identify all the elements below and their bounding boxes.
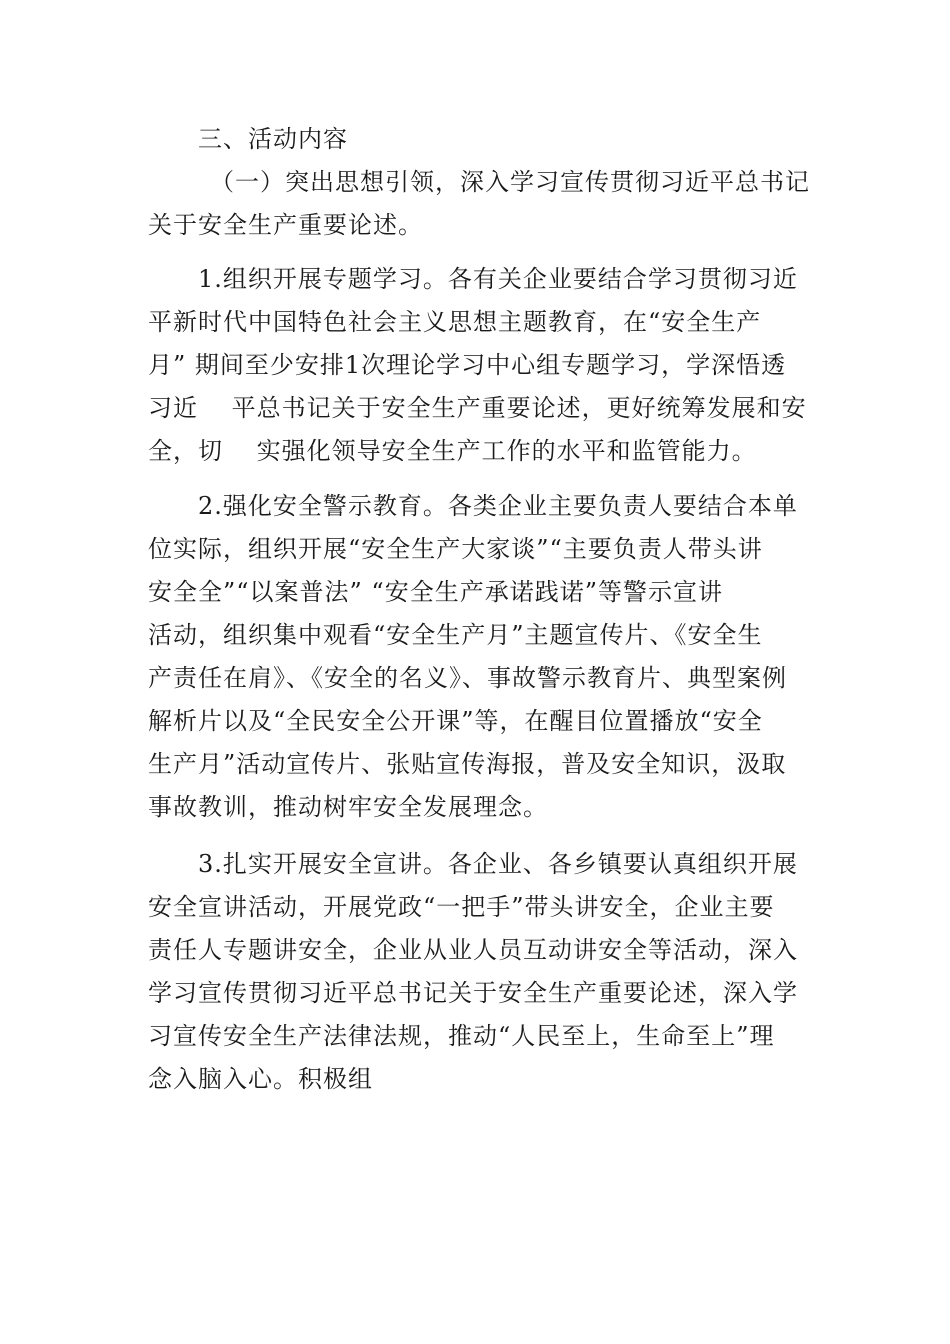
text-line: 全，切 实强化领导安全生产工作的水平和监管能力。 [148, 437, 757, 465]
section-heading-block [148, 118, 812, 161]
text-line: 关于安全生产重要论述。 [148, 211, 423, 239]
text-line: 活动，组织集中观看“安全生产月”主题宣传片、《安全生 [148, 621, 763, 649]
text-line: 1.组织开展专题学习。各有关企业要结合学习贯彻习近 [198, 265, 798, 293]
text-line: 平新时代中国特色社会主义思想主题教育，在“安全生产 [148, 308, 762, 336]
text-line: （一）突出思想引领，深入学习宣传贯彻习近平总书记 [210, 168, 810, 196]
text-line: 3.扎实开展安全宣讲。各企业、各乡镇要认真组织开展 [198, 850, 798, 878]
text-line: 念入脑入心。积极组 [148, 1065, 373, 1093]
section-heading: 三、活动内容 [198, 125, 348, 153]
text-line: 解析片以及“全民安全公开课”等，在醒目位置播放“安全 [148, 707, 763, 735]
text-line: 责任人专题讲安全，企业从业人员互动讲安全等活动，深入 [148, 936, 798, 964]
subsection-heading [148, 161, 812, 247]
text-line: 习近 平总书记关于安全生产重要论述，更好统筹发展和安 [148, 394, 807, 422]
text-line: 产责任在肩》、《安全的名义》、事故警示教育片、典型案例 [148, 664, 787, 692]
text-line: 安全宣讲活动，开展党政“一把手”带头讲安全，企业主要 [148, 893, 775, 921]
text-line: 安全全”“以案普法” “安全生产承诺践诺”等警示宣讲 [148, 578, 723, 606]
paragraph-1 [148, 258, 812, 473]
text-line: 位实际，组织开展“安全生产大家谈”“主要负责人带头讲 [148, 535, 763, 563]
text-line: 学习宣传贯彻习近平总书记关于安全生产重要论述，深入学 [148, 979, 798, 1007]
text-line: 事故教训，推动树牢安全发展理念。 [148, 793, 548, 821]
paragraph-3 [148, 843, 812, 1101]
paragraph-2 [148, 485, 812, 829]
text-line: 生产月”活动宣传片、张贴宣传海报，普及安全知识，汲取 [148, 750, 787, 778]
text-line: 习宣传安全生产法律法规，推动“人民至上，生命至上”理 [148, 1022, 775, 1050]
text-line: 月” 期间至少安排1次理论学习中心组专题学习，学深悟透 [148, 351, 787, 379]
text-line: 2.强化安全警示教育。各类企业主要负责人要结合本单 [198, 492, 798, 520]
